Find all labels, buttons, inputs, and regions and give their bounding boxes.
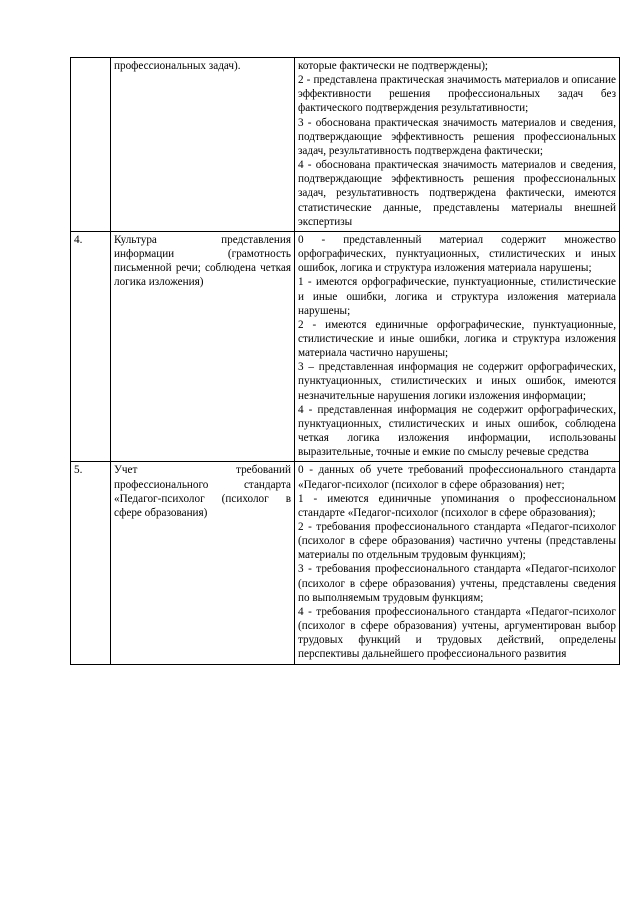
criterion-cell: профессиональных задач).	[111, 58, 295, 232]
levels-cell	[295, 231, 620, 462]
table-row	[71, 462, 620, 664]
table-row	[71, 231, 620, 462]
level-item: 2 - требования профессионального стандарта «Педагог-психолог (психолог в сфере образования) частично учтены (представлены материалы по отдельным трудовым функциям);	[298, 521, 616, 562]
row-number-cell: 5.	[71, 462, 111, 664]
level-item: 1 - имеются орфографические, пунктуационные, стилистические и иные ошибки, логика и структура изложения материала нарушены;	[298, 276, 616, 317]
level-item: 4 - обоснована практическая значимость материалов и сведения, подтверждающие эффективность решения профессиональных задач, результативность подтверждена фактически, имеются статистические данные, представлены материалы внешней экспертизы	[298, 159, 616, 228]
level-item: 1 - имеются единичные упоминания о профессиональном стандарте «Педагог-психолог (психолог в сфере образования);	[298, 492, 616, 519]
level-item: 0 - данных об учете требований профессионального стандарта «Педагог-психолог (психолог в сфере образования) нет;	[298, 464, 616, 491]
criterion-cell: Культура представления информации (грамотность письменной речи; соблюдена четкая логика изложения)	[111, 231, 295, 462]
level-item: 2 - имеются единичные орфографические, пунктуационные, стилистические и иные ошибки, логика и структура изложения материала частично нарушены;	[298, 318, 616, 360]
level-item: 4 - представленная информация не содержит орфографических, пунктуационных, стилистических и иных ошибок, соблюдена четкая логика изложения информации, использованы выразительные, точные и емкие по смыслу речевые средства	[298, 403, 616, 459]
row-number-cell	[71, 58, 111, 232]
level-item: 3 - требования профессионального стандарта «Педагог-психолог (психолог в сфере образования) учтены, представлены сведения по выполняемым трудовым функциям;	[298, 563, 616, 604]
table-row	[71, 58, 620, 232]
criteria-table	[70, 57, 620, 665]
levels-cell	[295, 462, 620, 664]
level-item: 0 - представленный материал содержит множество орфографических, пунктуационных, стилистических и иных ошибок, логика и структура изложения материала нарушены;	[298, 233, 616, 275]
row-number-cell: 4.	[71, 231, 111, 462]
level-item: 3 - обоснована практическая значимость материалов и сведения, подтверждающие эффективность решения профессиональных задач, результативность подтверждена фактически;	[298, 116, 616, 157]
levels-cell	[295, 58, 620, 232]
level-item: которые фактически не подтверждены);	[298, 60, 489, 72]
level-item: 3 – представленная информация не содержит орфографических, пунктуационных, стилистических и иных ошибок, имеются незначительные нарушения логики изложения информации;	[298, 361, 616, 402]
level-item: 4 - требования профессионального стандарта «Педагог-психолог (психолог в сфере образования) учтены, аргументирован выбор трудовых функций и трудовых действий, определены перспективы дальнейшего профессионального развития	[298, 605, 616, 661]
criterion-cell: Учет требований профессионального стандарта «Педагог-психолог (психолог в сфере образования)	[111, 462, 295, 664]
level-item: 2 - представлена практическая значимость материалов и описание эффективности решения профессиональных задач без фактического подтверждения результативности;	[298, 74, 616, 115]
